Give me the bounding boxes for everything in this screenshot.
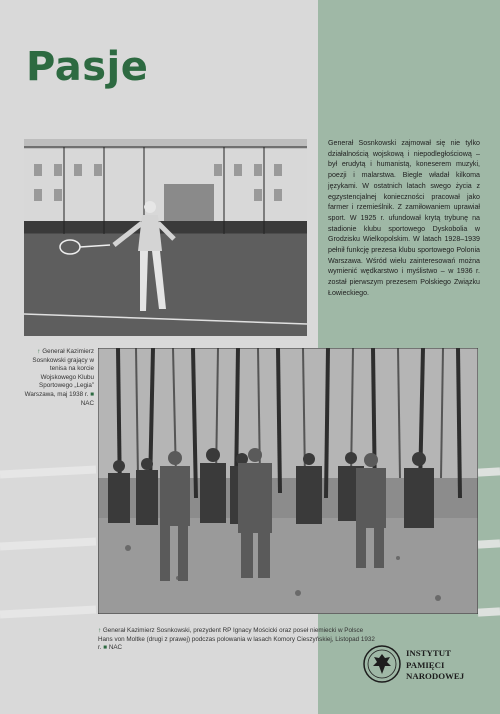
arrow-up-icon: ↑	[37, 348, 41, 355]
camera-icon: ■	[90, 390, 94, 398]
ipn-line3: NARODOWEJ	[406, 671, 465, 681]
decorative-stripe	[0, 537, 96, 550]
decorative-stripe	[478, 467, 500, 476]
photo2-caption-text: Generał Kazimierz Sosnkowski, prezydent RP Ignacy Mościcki oraz poseł niemiecki w Polsce Hans von Moltke (drugi z prawej) podczas polowania w lasach Komory Cieszyńskiej, Listopad 1932 r.	[98, 627, 375, 652]
ipn-institution-name	[406, 648, 496, 683]
photo1-caption	[24, 348, 94, 408]
decorative-stripe	[0, 605, 96, 618]
page-title: Pasje	[26, 44, 149, 90]
arrow-up-icon: ↑	[98, 627, 102, 634]
photo2-credit: NAC	[108, 644, 123, 652]
photo2-caption	[98, 627, 378, 653]
decorative-stripe	[0, 465, 96, 478]
ipn-line1: INSTYTUT	[406, 648, 451, 658]
ipn-eagle-seal-icon	[362, 644, 402, 684]
photo1-credit: NAC	[80, 399, 94, 407]
tennis-photo	[24, 139, 307, 336]
hunting-photo-image	[98, 348, 478, 614]
photo1-caption-text: Generał Kazimierz Sosnkowski grający w tenisa na korcie Wojskowego Klubu Sportowego „Legia” Warszawa, maj 1938 r.	[24, 348, 94, 398]
decorative-stripe	[478, 539, 500, 548]
tennis-photo-image	[24, 139, 307, 336]
ipn-line2: PAMIĘCI	[406, 659, 445, 670]
hunting-photo	[98, 348, 478, 614]
body-text: Generał Sosnkowski zajmował się nie tylko działalnością wojskową i niepodległościową – był erudytą i humanistą, koneserem muzyki, poezji i malarstwa. Biegle władał kilkoma językami. W ostatnich latach swego życia z egzystencjalnej konieczności pracował jako farmer i rzemieślnik. Z zamiłowaniem uprawiał sport. W 1925 r. ufundował krytą trybunę na stadionie klubu sportowego Dyskobolia w Grodzisku Wielkopolskim. W latach 1928–1939 pełnił funkcję prezesa klubu sportowego Polonia Warszawa. Wśród wielu zainteresowań można wymienić wędkarstwo i myślistwo – w 1936 r. został pierwszym prezesem Polskiego Związku Łowieckiego.	[328, 139, 480, 297]
decorative-stripe	[478, 607, 500, 616]
camera-icon: ■	[103, 644, 108, 652]
